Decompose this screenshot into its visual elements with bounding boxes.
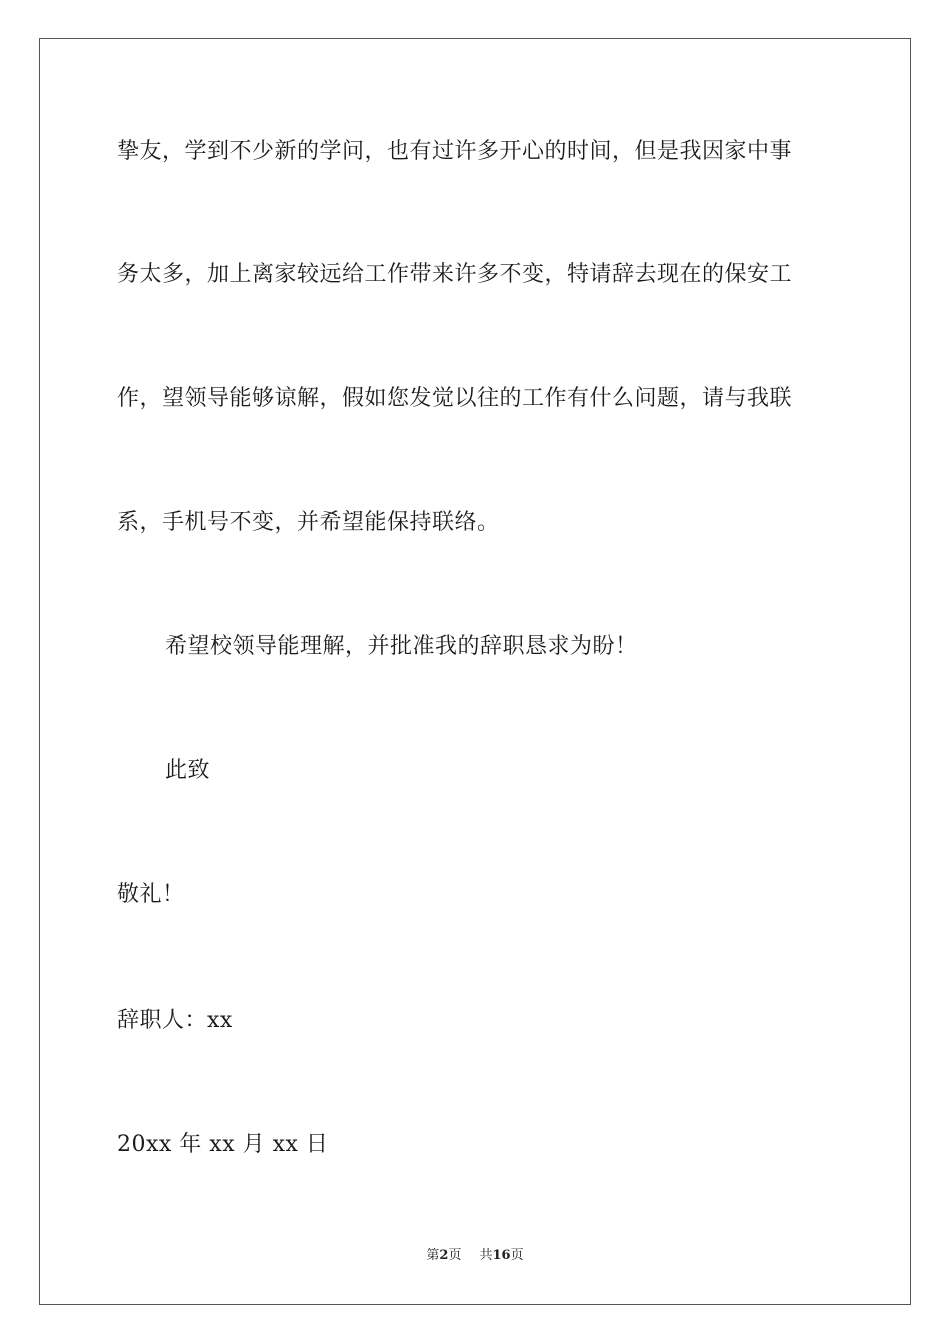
salutation: 此致 — [165, 758, 211, 783]
page-footer — [0, 1246, 950, 1266]
signer-line: 辞职人：xx — [117, 1008, 233, 1033]
date-line: 20xx 年 xx 月 xx 日 — [117, 1132, 329, 1157]
page-number: 2 — [439, 1248, 449, 1263]
page-suffix: 页 — [448, 1248, 462, 1263]
closing: 敬礼！ — [117, 882, 185, 907]
page-frame — [39, 38, 911, 1305]
total-prefix: 共 — [479, 1248, 493, 1263]
request-line: 希望校领导能理解，并批准我的辞职恳求为盼！ — [165, 634, 638, 659]
total-suffix: 页 — [510, 1248, 524, 1263]
paragraph-line-1: 挚友，学到不少新的学问，也有过许多开心的时间，但是我因家中事 — [117, 139, 793, 164]
page-prefix: 第 — [426, 1248, 440, 1263]
total-pages: 16 — [492, 1248, 511, 1263]
paragraph-line-3: 作，望领导能够谅解，假如您发觉以往的工作有什么问题，请与我联 — [117, 386, 793, 411]
paragraph-line-2: 务太多，加上离家较远给工作带来许多不变，特请辞去现在的保安工 — [117, 262, 793, 287]
paragraph-line-4: 系，手机号不变，并希望能保持联络。 — [117, 510, 500, 535]
